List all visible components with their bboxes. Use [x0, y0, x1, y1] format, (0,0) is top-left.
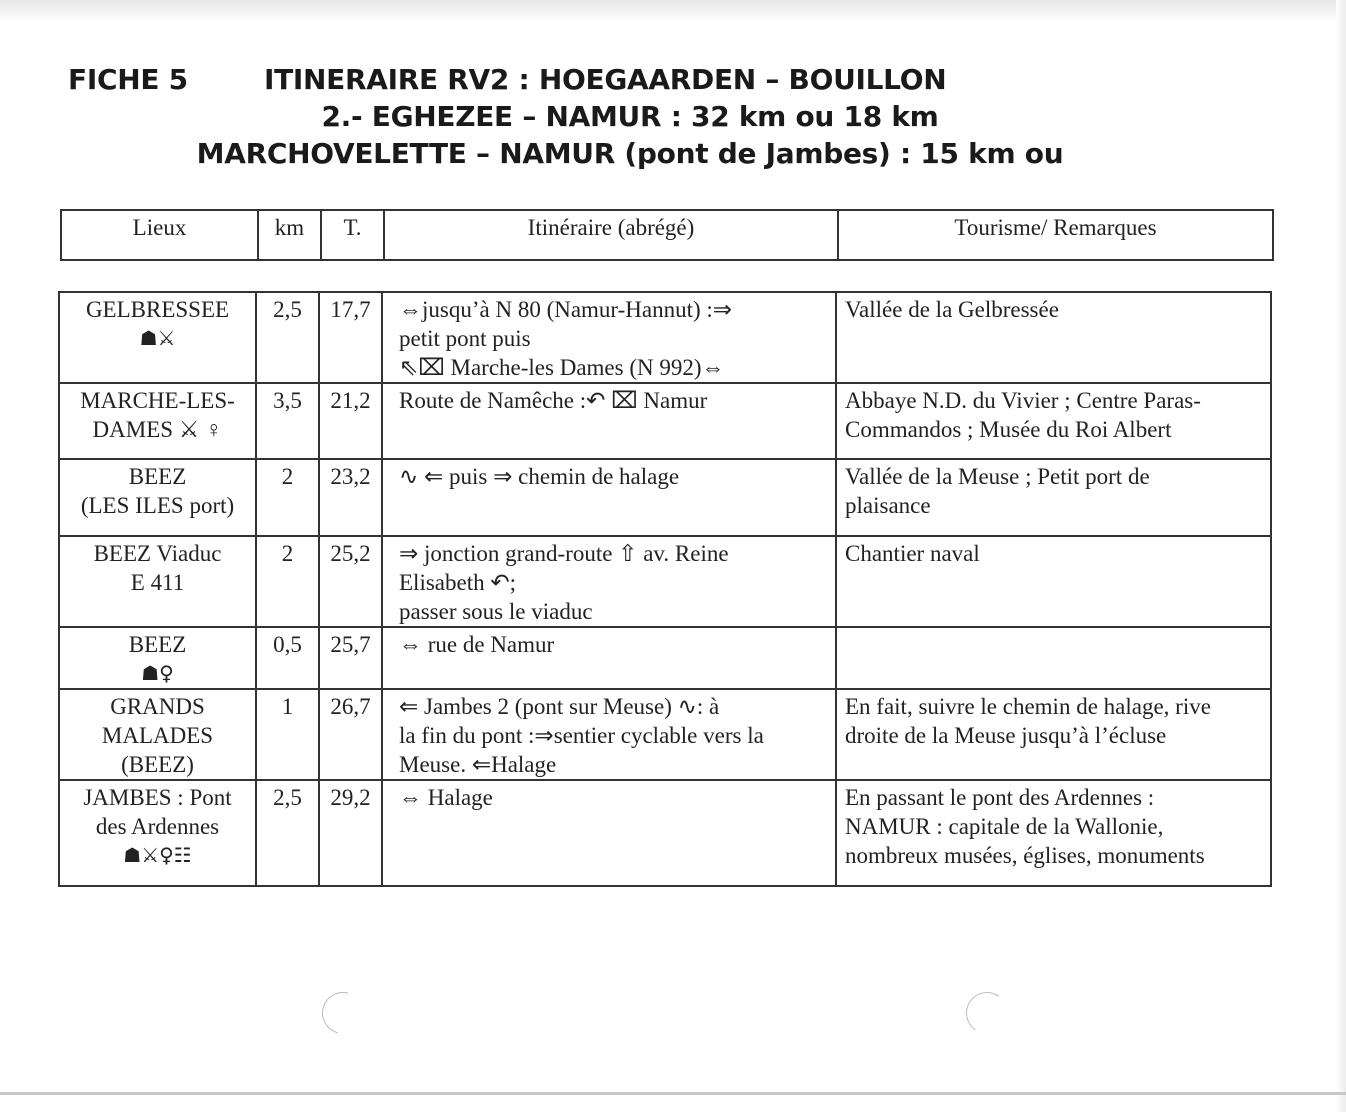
lieu-line: GELBRESSEE: [85, 297, 230, 322]
cell-lieu: [59, 536, 256, 627]
scan-bottom-edge: [0, 1092, 1346, 1095]
lieu-line: JAMBES : Pont: [83, 785, 232, 810]
cell-total: 26,7: [319, 689, 382, 780]
cell-total: 25,2: [319, 536, 382, 627]
col-header-tourisme: Tourisme/ Remarques: [838, 210, 1273, 260]
col-header-lieux: Lieux: [61, 210, 258, 260]
col-header-t: T.: [321, 210, 384, 260]
itineraire-line: petit pont puis: [399, 326, 531, 351]
cell-km: 2,5: [256, 780, 319, 886]
lieu-line: GRANDS: [110, 694, 205, 719]
remarque-line: Vallée de la Gelbressée: [845, 297, 1059, 322]
itineraire-line: ∿ ⇐ puis ⇒ chemin de halage: [399, 464, 680, 489]
amenity-icons: ☗⚔: [139, 326, 176, 350]
lieu-line: MARCHE-LES-: [80, 388, 235, 413]
cell-itineraire: [382, 383, 836, 459]
itinerary-table: [58, 291, 1272, 887]
amenity-icons: ☗♀: [141, 661, 174, 685]
cell-lieu: [59, 780, 256, 886]
cell-km: 3,5: [256, 383, 319, 459]
itineraire-line: ⇔ Halage: [399, 785, 493, 810]
cell-remarques: [836, 292, 1271, 383]
header-table: [60, 209, 1274, 261]
lieu-line: DAMES ⚔ ♀: [92, 417, 223, 442]
cell-km: 0,5: [256, 627, 319, 689]
itineraire-line: ⇐ Jambes 2 (pont sur Meuse) ∿: à: [399, 694, 720, 719]
remarque-line: Abbaye N.D. du Vivier ; Centre Paras-: [845, 388, 1201, 413]
cell-lieu: [59, 689, 256, 780]
cell-total: 23,2: [319, 459, 382, 536]
table-row: [59, 627, 1271, 689]
cell-lieu: [59, 459, 256, 536]
cell-remarques: [836, 536, 1271, 627]
table-row: [59, 536, 1271, 627]
cell-lieu: [59, 292, 256, 383]
punch-hole-right: [963, 989, 1012, 1038]
table-row: [59, 780, 1271, 886]
remarque-line: En fait, suivre le chemin de halage, rive: [845, 694, 1211, 719]
col-header-km: km: [258, 210, 321, 260]
scan-top-shade: [0, 0, 1346, 22]
header-row: [61, 210, 1273, 260]
cell-total: 29,2: [319, 780, 382, 886]
table-row: [59, 292, 1271, 383]
cell-remarques: [836, 459, 1271, 536]
lieu-line: E 411: [130, 570, 185, 595]
cell-remarques: [836, 689, 1271, 780]
itineraire-line: ⇔jusqu’à N 80 (Namur-Hannut) :⇒: [399, 297, 733, 322]
cell-itineraire: [382, 459, 836, 536]
col-header-itineraire: Itinéraire (abrégé): [384, 210, 838, 260]
itineraire-line: Route de Namêche :↶ ⌧ Namur: [399, 388, 708, 413]
itineraire-line: Elisabeth ↶;: [399, 570, 516, 595]
cell-km: 2: [256, 459, 319, 536]
lieu-line: (BEEZ): [121, 752, 194, 777]
cell-remarques: [836, 383, 1271, 459]
remarque-line: plaisance: [845, 493, 931, 518]
fiche-label: FICHE 5: [68, 63, 188, 96]
remarque-line: Vallée de la Meuse ; Petit port de: [845, 464, 1150, 489]
cell-km: 2,5: [256, 292, 319, 383]
lieu-line: (LES ILES port): [80, 493, 235, 518]
cell-remarques: [836, 627, 1271, 689]
itineraire-line: ⇖⌧ Marche-les Dames (N 992)⇔: [399, 355, 725, 380]
remarque-line: droite de la Meuse jusqu’à l’écluse: [845, 723, 1167, 748]
itineraire-line: la fin du pont :⇒sentier cyclable vers la: [399, 723, 764, 748]
cell-itineraire: [382, 536, 836, 627]
cell-total: 25,7: [319, 627, 382, 689]
page-subtitle: 2.- EGHEZEE – NAMUR : 32 km ou 18 km: [321, 100, 939, 133]
amenity-icons: ☗⚔♀☷: [123, 843, 192, 867]
remarque-line: Chantier naval: [845, 541, 980, 566]
lieu-line: BEEZ Viaduc: [93, 541, 222, 566]
cell-total: 17,7: [319, 292, 382, 383]
cell-lieu: [59, 627, 256, 689]
lieu-line: MALADES: [101, 723, 214, 748]
table-row: [59, 383, 1271, 459]
remarque-line: En passant le pont des Ardennes :: [845, 785, 1155, 810]
page-title: ITINERAIRE RV2 : HOEGAARDEN – BOUILLON: [264, 63, 947, 96]
table-row: [59, 689, 1271, 780]
lieu-line: BEEZ: [128, 464, 187, 489]
table-row: [59, 459, 1271, 536]
scan-right-edge: [1336, 0, 1346, 1112]
remarque-line: NAMUR : capitale de la Wallonie,: [845, 814, 1164, 839]
cell-km: 1: [256, 689, 319, 780]
lieu-line: des Ardennes: [95, 814, 220, 839]
lieu-line: BEEZ: [128, 632, 187, 657]
cell-total: 21,2: [319, 383, 382, 459]
remarque-line: nombreux musées, églises, monuments: [845, 843, 1205, 868]
itineraire-line: ⇔ rue de Namur: [399, 632, 555, 657]
cell-remarques: [836, 780, 1271, 886]
cell-itineraire: [382, 780, 836, 886]
itineraire-line: ⇒ jonction grand-route ⇧ av. Reine: [399, 541, 729, 566]
itineraire-line: passer sous le viaduc: [399, 599, 593, 624]
itineraire-line: Meuse. ⇐Halage: [399, 752, 557, 777]
punch-hole-left: [314, 984, 371, 1041]
page-subtitle-2: MARCHOVELETTE – NAMUR (pont de Jambes) : 15 km ou: [196, 137, 1064, 170]
cell-itineraire: [382, 292, 836, 383]
remarque-line: Commandos ; Musée du Roi Albert: [845, 417, 1172, 442]
cell-lieu: [59, 383, 256, 459]
cell-itineraire: [382, 689, 836, 780]
cell-km: 2: [256, 536, 319, 627]
cell-itineraire: [382, 627, 836, 689]
